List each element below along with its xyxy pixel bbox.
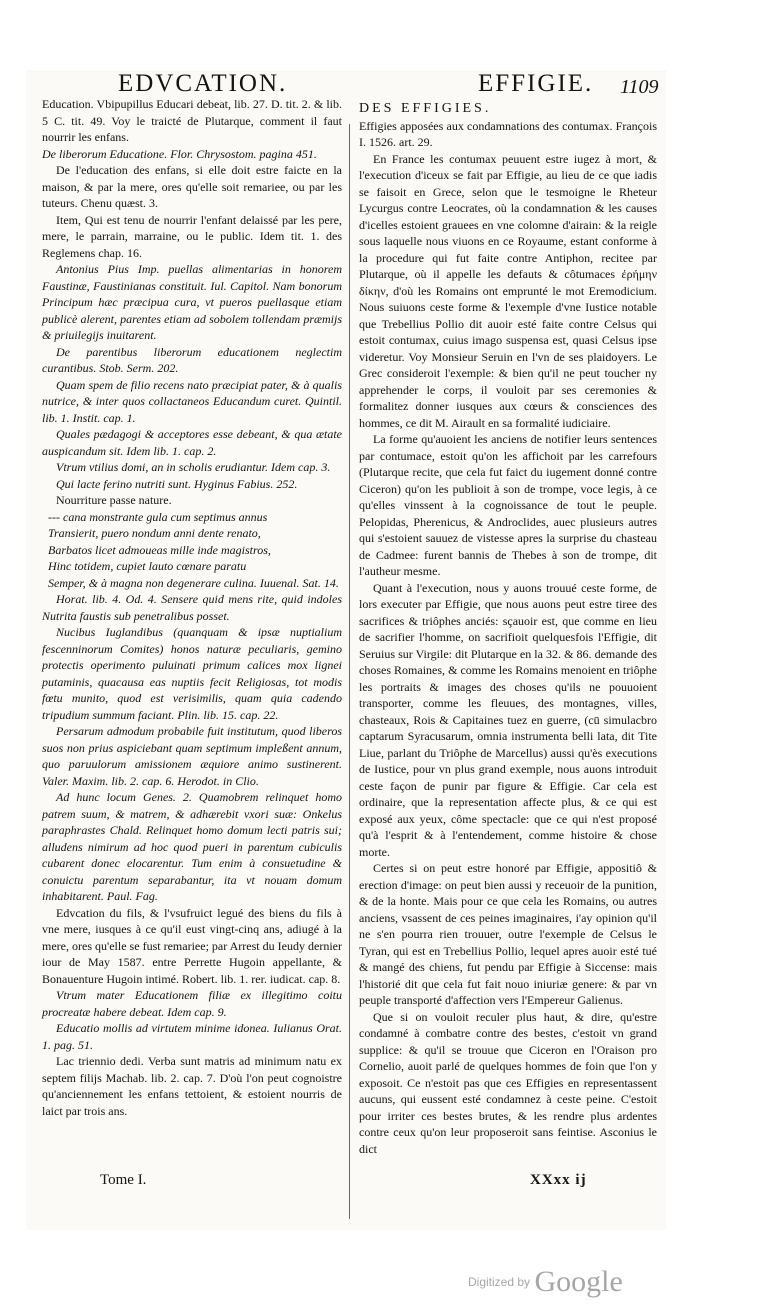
left-paragraph: Ad hunc locum Genes. 2. Quamobrem relinquet homo patrem suum, & matrem, & adhærebit vxori suæ: Onkelus paraphrastes Chald. Relinquet homo domum lecti patris sui; alludens nimirum ad hoc quod pueri in parentum cubiculis cubarent donec elocarentur. Tum enim à consuetudine & conuictu parentum separabantur, ita vt nouam domum inhabitarent. Paul. Fag.: [42, 790, 342, 903]
google-logo: Google: [534, 1265, 623, 1298]
right-column: [359, 101, 657, 1157]
right-paragraph: En France les contumax peuuent estre iugez à mort, & l'execution d'iceux se fait par Effigie, au lieu de ce que iadis se faisoit en Grece, selon que le tesmoigne le Rheteur Lycurgus contre Leocrates, où la condamnation & les causes d'icelles estoient grauees en vne colomne d'airain: & la reigle sous laquelle nous viuons en ce Royaume, estant conforme à la procedure qui fut faite contre Antiphon, recitee par Plutarque, où il appelle les defauts & côtumaces ἐρήμην δίκην, d'où les Romains ont emprunté le mot Eremodicium. Nous suiuons ceste forme & l'exemple d'vne Iustice notable que Trebellius Pollio dit auoir esté faite contre Celsus qui estoit contumax, cuius imago suspensa est, quasi Celsus ipse videretur. Voy Monsieur Seruin en l'vn de ses plaidoyers. Le Grec consideroit l'exemple: & bien qu'il ne peut toucher ny apprehender le corps, il vouloit par ses ceremonies & formalitez donner iusques aux cœurs & consciences des hommes, ce dit M. Airault en sa formalité iudiciaire.: [359, 151, 657, 430]
left-paragraph: Persarum admodum probabile fuit institutum, quod liberos suos non prius aspiciebant quam septimum impleßent annum, quo paruulorum amissionem æquiore animo sustinerent. Valer. Maxim. lib. 2. cap. 6. Herodot. in Clio.: [42, 724, 342, 788]
column-divider: [349, 124, 350, 1219]
left-paragraph: --- cana monstrante gula cum septimus annus: [48, 509, 268, 524]
right-paragraph: Quant à l'execution, nous y auons trouué ceste forme, de lors executer par Effigie, que nous auons peut estre tiree des sacrifices & triôphes anciés: sçauoir est, que comme en lieu de sacrifier l'homme, on sacrifioit quelquesfois l'Effigie, dit Seruius sur Virgile: dit Plutarque en la 32. & 86. demande des choses Romaines, & comme les Romains menoient en triôphe les portraits & images des choses qu'ils ne pouuoient transporter, comme les fleuues, des montagnes, villes, chasteaux, Rois & Capitaines tuez en guerre, (cū simulacbro captarum Syracusarum, omnia instrumenta belli lata, dit Tite Liue, parlant du Triôphe de Marcellus) aussi qu'ès executions de Iustice, pour vn plus grand exemple, nous auons introduit ceste façon de punir par figure & Effigie. Car cela est ordinaire, que la representation affecte plus, & ce qui est exposé aux yeux, côme spectacle: que ce qui n'est proposé qu'à l'esprit & à l'entendement, comme histoire & chose morte.: [359, 580, 657, 859]
page-number: 1109: [620, 76, 659, 98]
left-paragraph: Nucibus Iuglandibus (quanquam & ipsæ nuptialium fescenninorum Comites) honos naturæ peculiaris, gemino protectis operimento puluinati primum calices mox lignei putaminis, quacausa eas nuptiis fecit Religiosas, tot modis fœtu munito, quod est verisimilis, quam quia cadendo tripudium summum faciant. Plin. lib. 15. cap. 22.: [42, 625, 342, 722]
left-paragraph: Transierit, puero nondum anni dente renato,: [48, 526, 261, 540]
left-paragraph: De parentibus liberorum educationem neglectim curantibus. Stob. Serm. 202.: [42, 344, 342, 375]
left-paragraph: Lac triennio dedi. Verba sunt matris ad minimum natu ex septem filijs Machab. lib. 2. cap. 7. D'où l'on peut cognoistre qu'anciennement les enfans tettoient, & estoient nourris de laict par trois ans.: [42, 1054, 342, 1118]
left-paragraph: Semper, & à magna non degenerare culina. Iuuenal. Sat. 14.: [48, 575, 339, 590]
right-paragraph: Que si on vouloit reculer plus haut, & dire, qu'estre condamné à combatre contre des bestes, c'estoit vn grand supplice: & qu'il se trouue que Ciceron en l'Oraison pro Cornelio, auoit parlé de quelques hommes de foin que l'on y exposoit. Ce n'estoit pas que ces Effigies en representassent aucuns, qui eussent esté condamnez à ceste peine. C'estoit pour irriter ces bestes brutes, & les rendre plus ardentes contre ceux qu'on leur proposeroit sans feintise. Asconius le dict: [359, 1009, 657, 1156]
left-paragraph: Vtrum mater Educationem filiæ ex illegitimo coitu procreatæ habere debeat. Idem cap. 9.: [42, 988, 342, 1019]
left-paragraph: Quam spem de filio recens nato præcipiat pater, & à qualis nutrice, & inter quos collactaneos Educandum curet. Quintil. lib. 1. Instit. cap. 1.: [42, 377, 342, 425]
left-paragraph: De liberorum Educatione. Flor. Chrysostom. pagina 451.: [42, 146, 317, 161]
left-paragraph: Quales pædagogi & acceptores esse debeant, & qua ætate auspicandum sit. Idem lib. 1. cap. 2.: [42, 427, 342, 458]
signature-mark: XXxx ij: [530, 1172, 587, 1188]
running-head-right: EFFIGIE.: [478, 70, 594, 97]
left-paragraph: Item, Qui est tenu de nourrir l'enfant delaissé par les pere, mere, le parrain, marraine, ou le public. Idem tit. 1. des Reglemens chap. 16.: [42, 212, 342, 260]
left-paragraph: Barbatos licet admoueas mille inde magistros,: [48, 542, 271, 557]
left-paragraph: Nourriture passe nature.: [56, 493, 172, 507]
left-paragraph: Antonius Pius Imp. puellas alimentarias in honorem Faustinæ, Faustinianas constituit. Iul. Capitol. Nam bonorum Principum hæc præcipua cura, vt pueros puellasque etiam publicè alerent, parentes etiam ad sobolem tollendam præmijs & priuilegijs inuitarent.: [42, 262, 342, 342]
left-paragraph: Vtrum vtilius domi, an in scholis erudiantur. Idem cap. 3.: [56, 460, 331, 474]
left-paragraph: Edvcation du fils, & l'vsufruict legué des biens du fils à vne mere, iusques à ce qu'il eust vingt-cinq ans, adiugé à la mere, ores qu'elle se fust remariee; par Arrest du Ieudy dernier iour de May 1587. entre Perrette Hugoin appellante, & Bonauenture Hugoin intimé. Robert. lib. 1. rer. iudicat. cap. 8.: [42, 905, 342, 986]
left-paragraph: Horat. lib. 4. Od. 4. Sensere quid mens rite, quid indoles Nutrita faustis sub penetralibus posset.: [42, 592, 342, 623]
running-head-left: EDVCATION.: [118, 70, 288, 97]
footer-tome: Tome I.: [100, 1172, 147, 1188]
right-paragraph: Effigies apposées aux condamnations des contumax. François I. 1526. art. 29.: [359, 118, 657, 149]
left-paragraph: Education. Vbipupillus Educari debeat, lib. 27. D. tit. 2. & lib. 5 C. tit. 49. Voy le traicté de Plutarque, comment il faut nourrir les enfans.: [42, 97, 342, 144]
left-column: [42, 96, 342, 1119]
google-watermark: [468, 1265, 623, 1299]
right-paragraph: La forme qu'auoient les anciens de notifier leurs sentences par contumace, estoit qu'on les affichoit par les carrefours (Plutarque recite, que cela fut faict du iugement donné contre Ciceron) qu'on les publioit à son de trompe, voce legis, à ce qu'elles vinssent à la cognoissance de tout le peuple. Pelopidas, Pherenicus, & Androclides, auec plusieurs autres qui s'estoient sauuez de vistesse apres la surprise du chasteau de Cadmee: furent bannis de Thebes à son de trompe, dit l'autheur mesme.: [359, 432, 657, 578]
watermark-by-text: Digitized by: [468, 1275, 531, 1289]
section-title: DES EFFIGIES.: [359, 101, 492, 116]
left-paragraph: Qui lacte ferino nutriti sunt. Hyginus Fabius. 252.: [56, 476, 298, 491]
left-paragraph: De l'education des enfans, si elle doit estre faicte en la maison, & par la mere, ores qu'elle soit remariee, ou par les tuteurs. Chenu quæst. 3.: [42, 163, 342, 210]
right-paragraph: Certes si on peut estre honoré par Effigie, appositiô & erection d'image: on peut bien aussi y receuoir de la punition, & de la honte. Mais pour ce que cela les Romains, ou autres anciens, vsassent de ces peines imaginaires, i'ay opinion qu'il ne s'en pourra rien trouuer, outre l'exemple de Celsus le Tyran, qui est en Trebellius Pollio, lequel apres auoir esté tué & mangé des chiens, fut pendu par Effigie à Siccense: mais l'historié dit que cela fut fait nouo iniuriæ genere: & par vn peuple transporté d'affection vers l'Empereur Galienus.: [359, 861, 657, 1007]
left-paragraph: Hinc totidem, cupiet lauto cœnare paratu: [48, 559, 247, 573]
left-paragraph: Educatio mollis ad virtutem minime idonea. Iulianus Orat. 1. pag. 51.: [42, 1021, 342, 1052]
